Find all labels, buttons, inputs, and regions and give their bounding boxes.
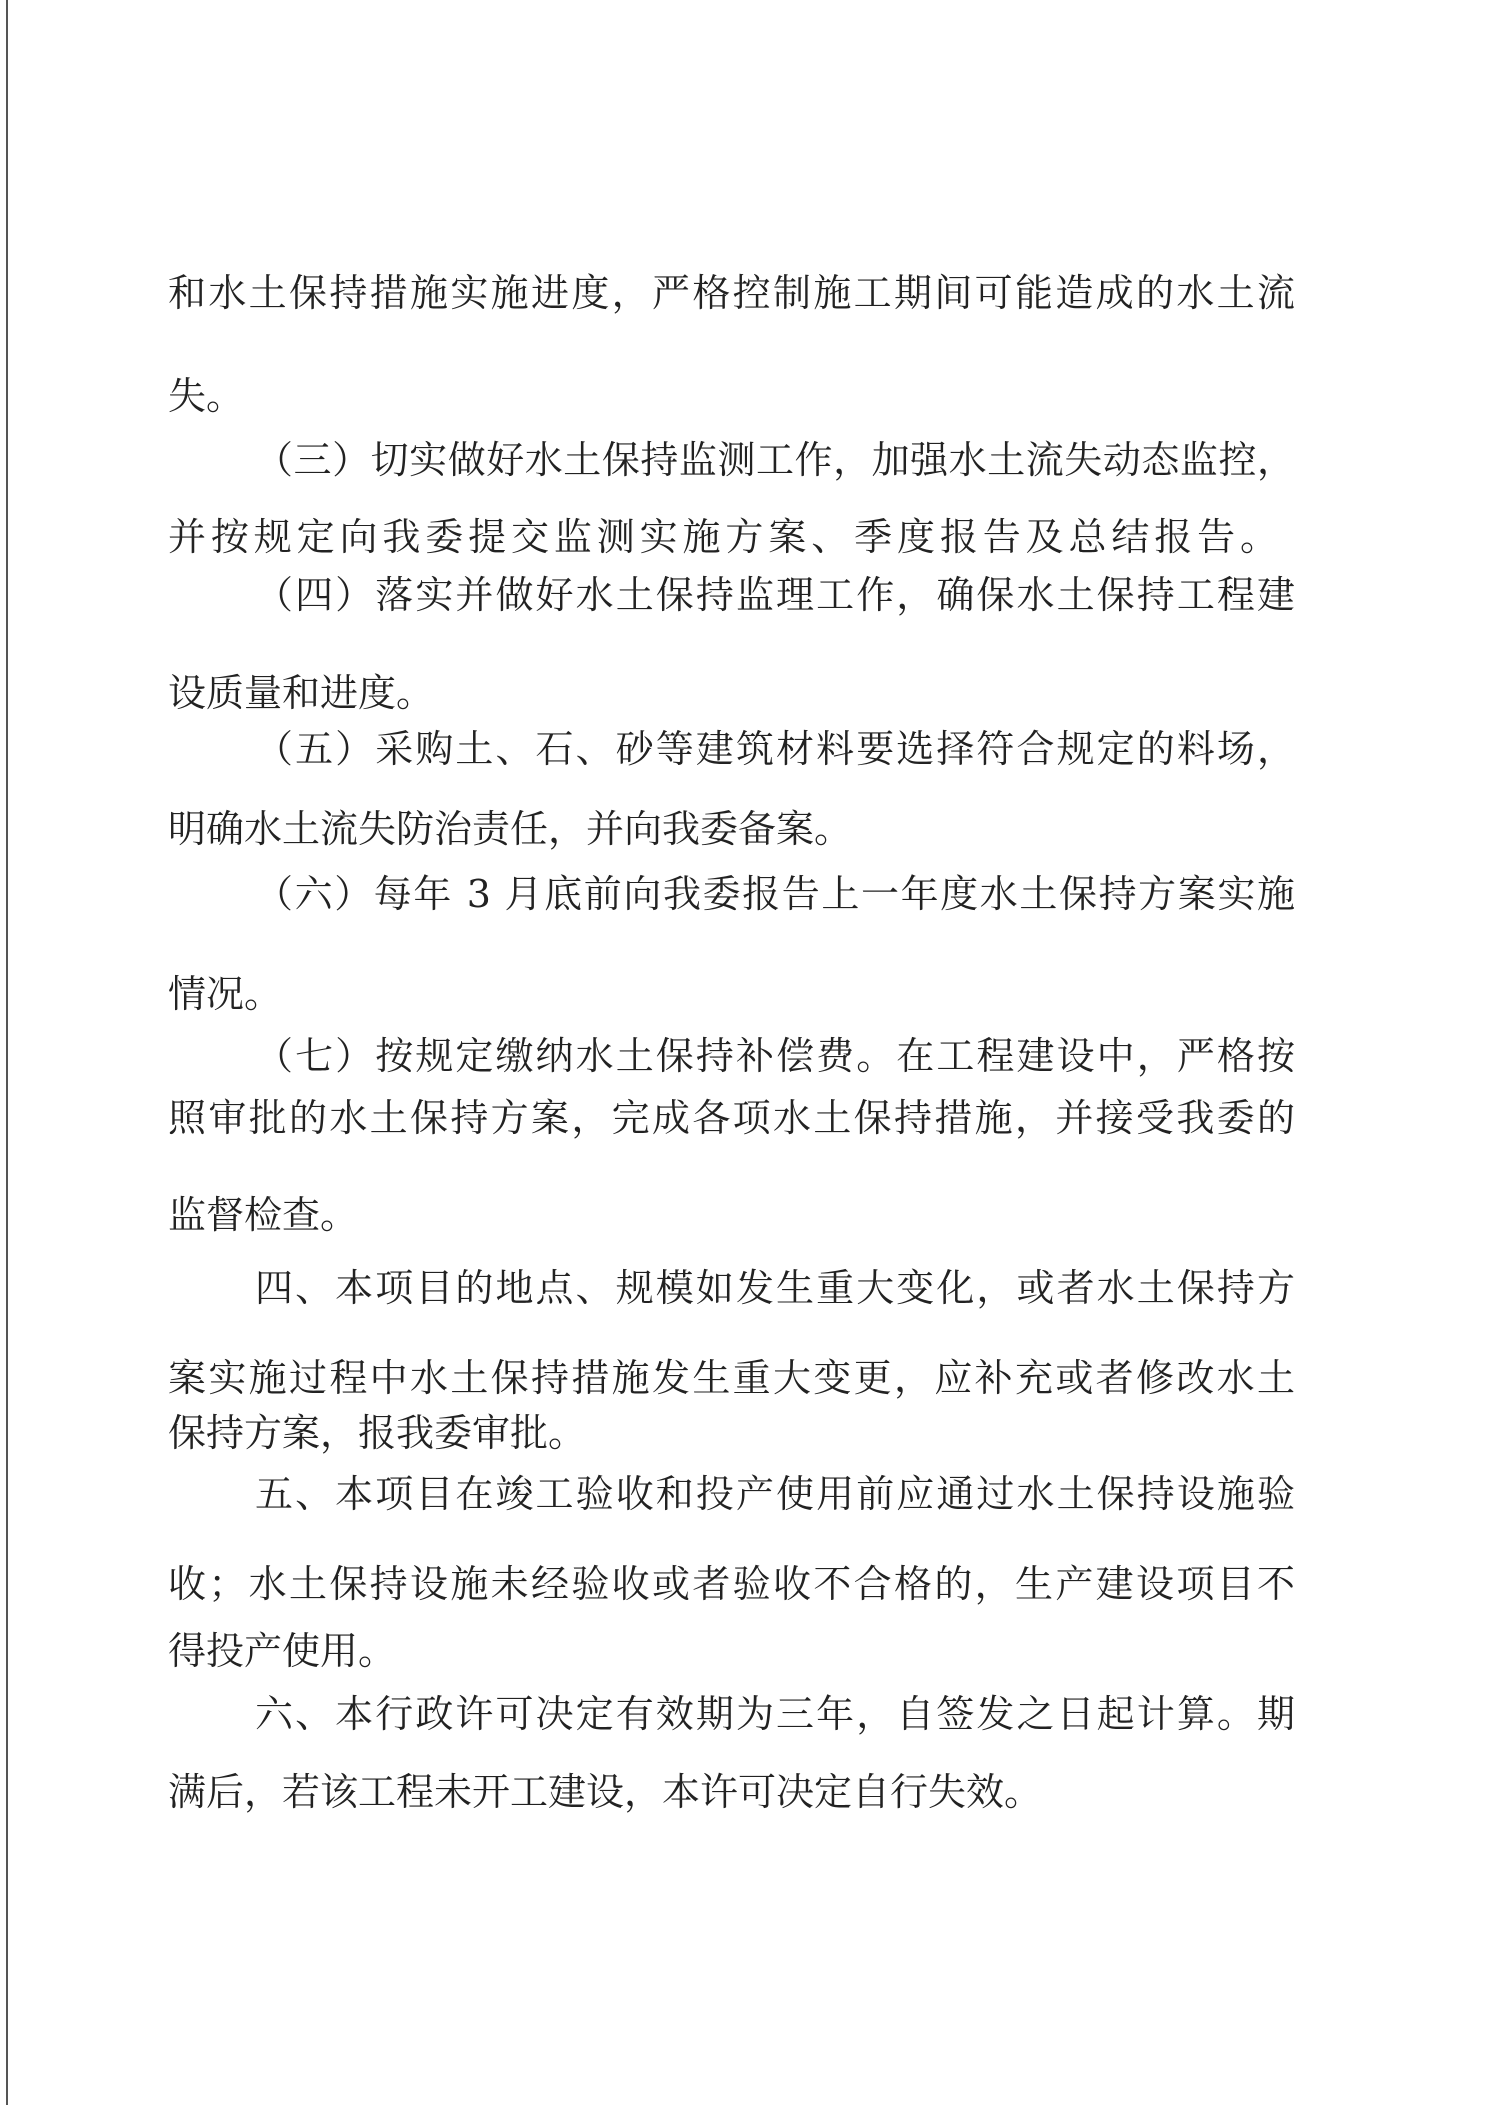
text-line: （五）采购土、石、砂等建筑材料要选择符合规定的料场，	[255, 727, 1295, 771]
text-line: 得投产使用。	[168, 1629, 397, 1673]
text-line: （三）切实做好水土保持监测工作，加强水土流失动态监控，	[255, 438, 1295, 482]
text-line: （四）落实并做好水土保持监理工作，确保水土保持工程建	[255, 573, 1295, 617]
text-line: （七）按规定缴纳水土保持补偿费。在工程建设中，严格按	[255, 1034, 1295, 1078]
text-line: 并按规定向我委提交监测实施方案、季度报告及总结报告。	[168, 515, 1278, 559]
text-line: （六）每年 3 月底前向我委报告上一年度水土保持方案实施	[255, 872, 1295, 916]
text-line: 保持方案，报我委审批。	[168, 1411, 587, 1455]
text-line: 四、本项目的地点、规模如发生重大变化，或者水土保持方	[255, 1266, 1295, 1310]
text-line: 明确水土流失防治责任，并向我委备案。	[168, 807, 853, 851]
text-line: 案实施过程中水土保持措施发生重大变更，应补充或者修改水土	[168, 1356, 1295, 1400]
text-line: 六、本行政许可决定有效期为三年，自签发之日起计算。期	[255, 1692, 1295, 1736]
text-line: 五、本项目在竣工验收和投产使用前应通过水土保持设施验	[255, 1472, 1295, 1516]
scan-edge-line	[6, 0, 8, 2105]
text-line: 照审批的水土保持方案，完成各项水土保持措施，并接受我委的	[168, 1096, 1295, 1140]
text-line: 满后，若该工程未开工建设，本许可决定自行失效。	[168, 1770, 1043, 1814]
text-line: 和水土保持措施实施进度，严格控制施工期间可能造成的水土流	[168, 271, 1295, 315]
text-line: 收；水土保持设施未经验收或者验收不合格的，生产建设项目不	[168, 1562, 1295, 1606]
text-line: 失。	[168, 374, 245, 418]
text-line: 设质量和进度。	[168, 671, 435, 715]
text-line: 情况。	[168, 972, 283, 1016]
text-line: 监督检查。	[168, 1193, 359, 1237]
